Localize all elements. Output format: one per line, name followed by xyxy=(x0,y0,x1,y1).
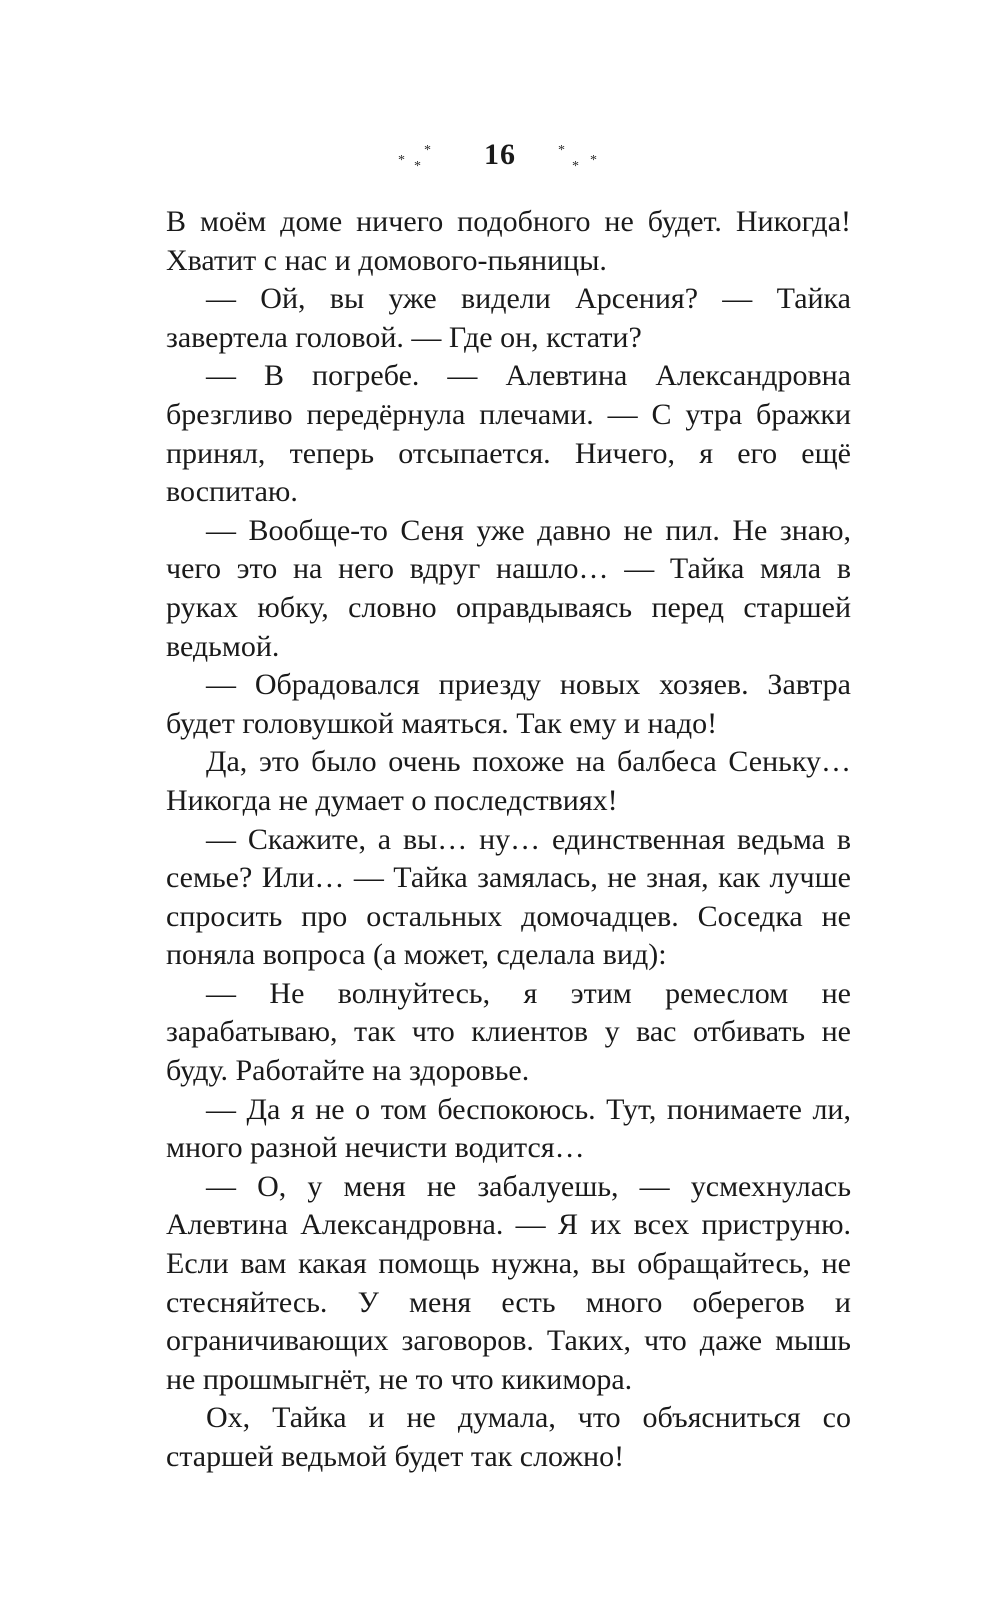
star-icon: * xyxy=(424,143,431,158)
star-icon: * xyxy=(590,153,597,168)
paragraph: — Вообще-то Сеня уже давно не пил. Не знаю, чего это на него вдруг нашло… — Тайка мяла в руках юбку, словно оправдываясь перед старшей ведьмой. xyxy=(166,513,851,663)
paragraph: В моём доме ничего подобного не будет. Никогда! Хватит с нас и домового-пьяницы. xyxy=(166,205,851,277)
star-icon: * xyxy=(558,143,565,158)
paragraph: — Обрадовался приезду новых хозяев. Завтра будет головушкой маяться. Так ему и надо! xyxy=(166,668,851,740)
star-ornament-left xyxy=(392,138,448,172)
paragraph: — Скажите, а вы… ну… единственная ведьма в семье? Или… — Тайка замялась, не зная, как лучше спросить про остальных домочадцев. Соседка не поняла вопроса (а может, сделала вид): xyxy=(166,822,851,972)
paragraph: — Да я не о том беспокоюсь. Тут, понимаете ли, много разной нечисти водится… xyxy=(166,1092,851,1165)
star-ornament-right xyxy=(552,138,608,172)
star-icon: * xyxy=(572,159,579,174)
paragraph: — Ой, вы уже видели Арсения? — Тайка завертела головой. — Где он, кстати? xyxy=(166,282,851,354)
paragraph: — Не волнуйтесь, я этим ремеслом не зарабатываю, так что клиентов у вас отбивать не буду. Работайте на здоровье. xyxy=(166,976,851,1088)
star-icon: * xyxy=(414,159,421,174)
star-icon: * xyxy=(398,153,405,168)
paragraph: Да, это было очень похоже на балбеса Сеньку… Никогда не думает о последствиях! xyxy=(166,745,851,817)
page-header xyxy=(0,130,1000,180)
page-number: 16 xyxy=(484,138,516,171)
page-text-body xyxy=(166,203,851,1477)
paragraph: Ох, Тайка и не думала, что объясниться со старшей ведьмой будет так сложно! xyxy=(166,1401,851,1473)
paragraph: — В погребе. — Алевтина Александровна брезгливо передёрнула плечами. — С утра бражки принял, теперь отсыпается. Ничего, я его ещё воспитаю. xyxy=(166,359,851,509)
paragraph: — О, у меня не забалуешь, — усмехнулась Алевтина Александровна. — Я их всех приструню. Если вам какая помощь нужна, вы обращайтесь, не стесняйтесь. У меня есть много оберегов и ограничивающих заговоров. Таких, что даже мышь не прошмыгнёт, не то что кикимора. xyxy=(166,1169,851,1396)
